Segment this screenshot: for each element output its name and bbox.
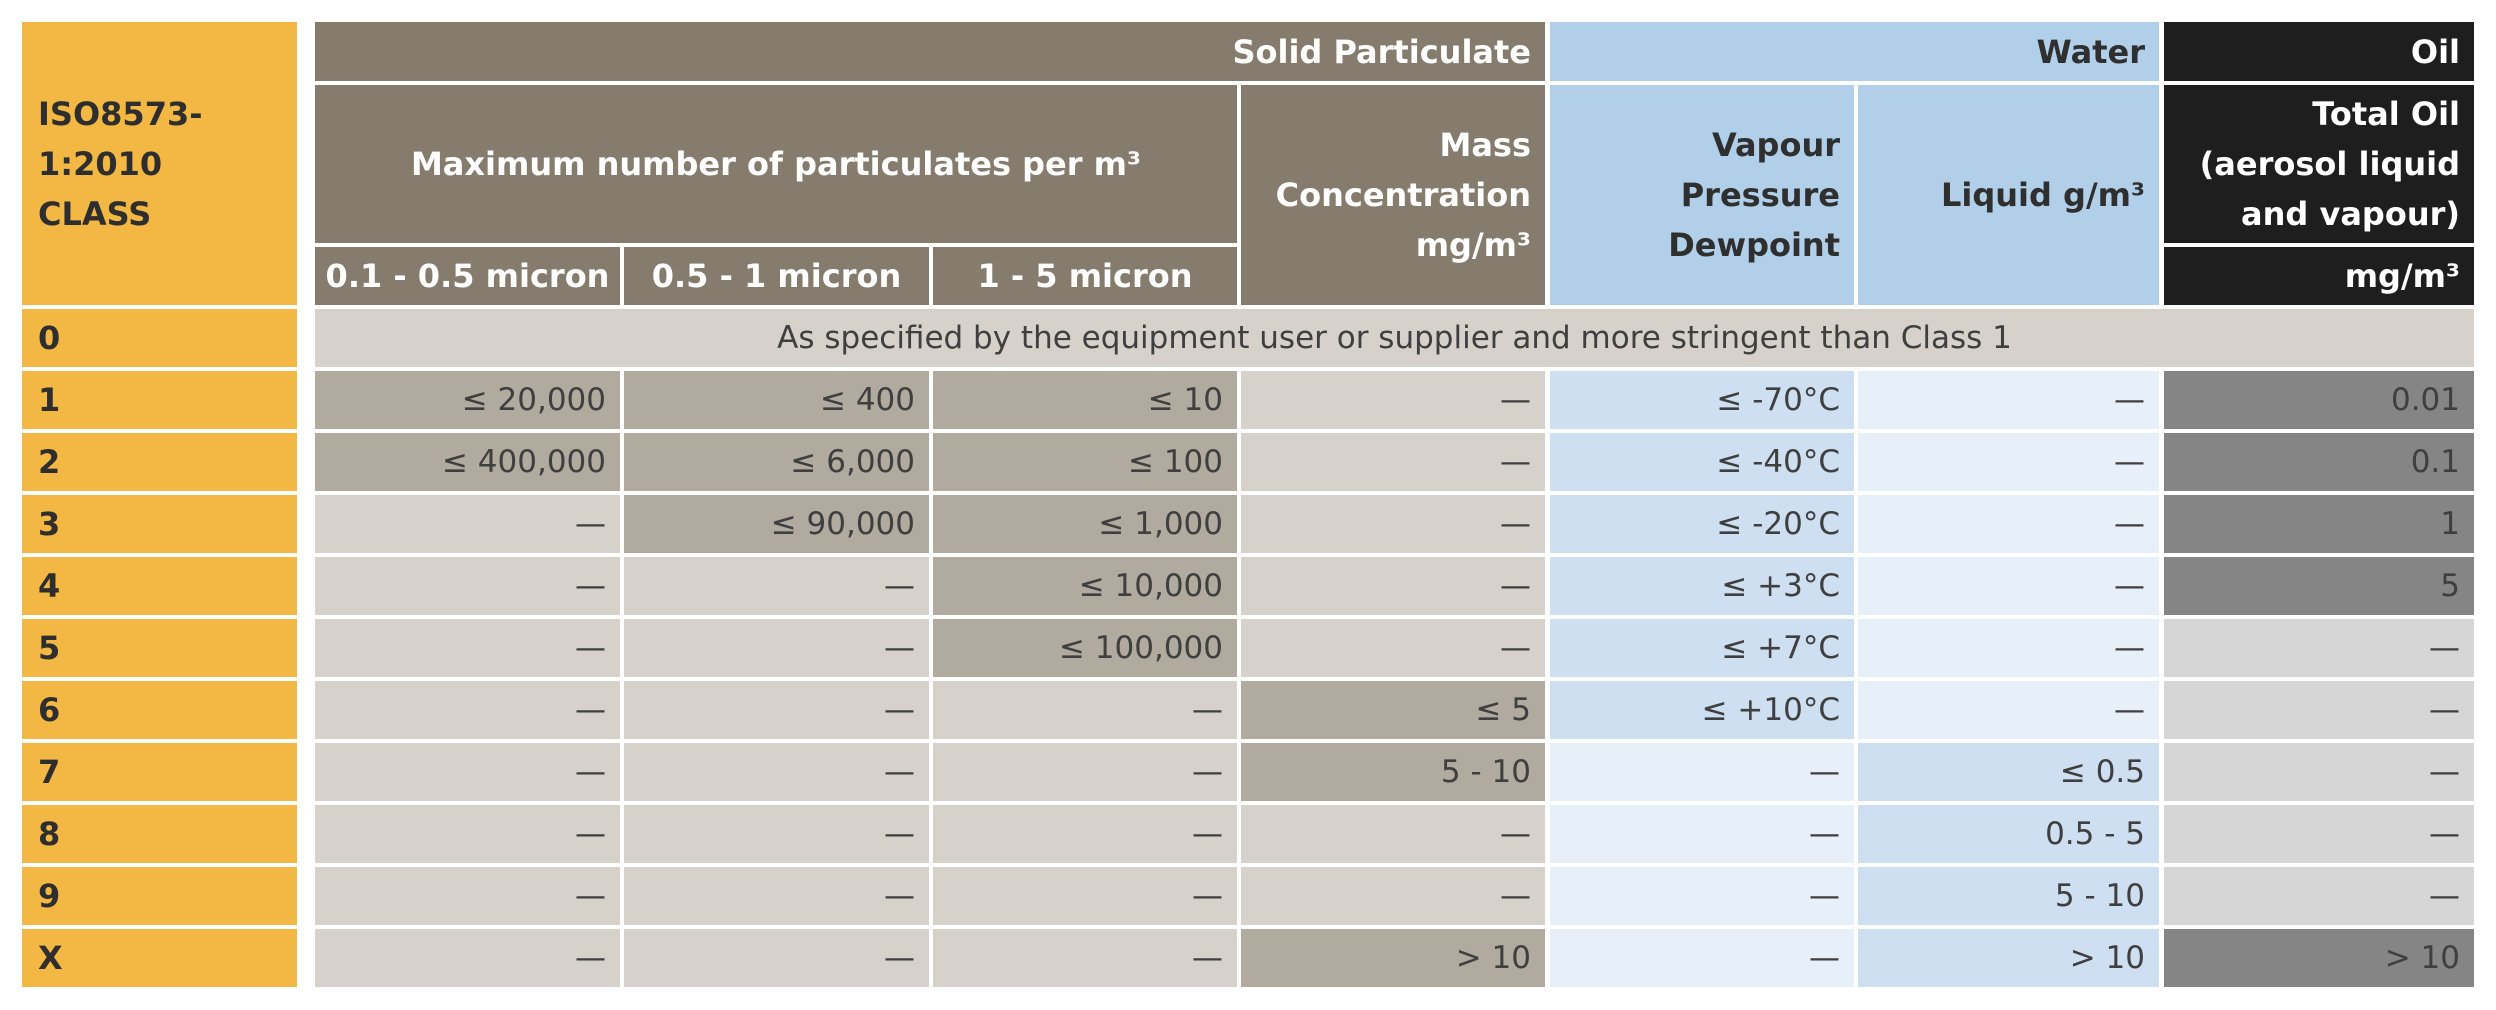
total-oil-cell: 5 [2164, 557, 2474, 615]
particulates-1-5-cell: ≤ 10,000 [933, 557, 1237, 615]
total-oil-cell: — [2164, 619, 2474, 677]
liquid-cell: — [1858, 371, 2159, 429]
liquid-cell: — [1858, 495, 2159, 553]
liquid-cell: — [1858, 681, 2159, 739]
particulates-header: Maximum number of particulates per m³ [315, 85, 1237, 243]
particulates-0-5-1-cell: — [624, 867, 929, 925]
vapour-dewpoint-cell: — [1550, 867, 1854, 925]
particulates-0-5-1-cell: — [624, 681, 929, 739]
particulates-1-5-cell: ≤ 10 [933, 371, 1237, 429]
class-0-description: As specified by the equipment user or supplier and more stringent than Class 1 [315, 309, 2474, 367]
particulates-0-5-1-cell: — [624, 557, 929, 615]
total-oil-cell: 0.01 [2164, 371, 2474, 429]
vapour-dewpoint-cell: ≤ +7°C [1550, 619, 1854, 677]
particulates-1-5-cell: — [933, 743, 1237, 801]
mass-concentration-cell: — [1241, 371, 1545, 429]
particulates-0-1-0-5-cell: — [315, 495, 620, 553]
class-label: 1 [22, 371, 297, 429]
particulates-0-1-0-5-cell: ≤ 400,000 [315, 433, 620, 491]
particulates-0-1-0-5-cell: — [315, 743, 620, 801]
mass-concentration-cell: > 10 [1241, 929, 1545, 987]
total-oil-cell: 1 [2164, 495, 2474, 553]
class-label: 5 [22, 619, 297, 677]
vapour-dewpoint-cell: ≤ -40°C [1550, 433, 1854, 491]
class-label: 0 [22, 309, 297, 367]
mass-concentration-cell: — [1241, 805, 1545, 863]
total-oil-cell: — [2164, 867, 2474, 925]
mass-concentration-header: Mass Concentration mg/m³ [1241, 85, 1545, 305]
total-oil-cell: — [2164, 681, 2474, 739]
oil-header: Oil [2164, 22, 2474, 81]
vapour-dewpoint-cell: — [1550, 743, 1854, 801]
solid-particulate-header: Solid Particulate [315, 22, 1545, 81]
particulates-0-1-0-5-cell: — [315, 619, 620, 677]
micron-header-2: 0.5 - 1 micron [624, 247, 929, 305]
mass-concentration-cell: — [1241, 619, 1545, 677]
particulates-0-5-1-cell: — [624, 929, 929, 987]
particulates-1-5-cell: — [933, 805, 1237, 863]
class-label: X [22, 929, 297, 987]
liquid-cell: — [1858, 557, 2159, 615]
particulates-0-5-1-cell: — [624, 805, 929, 863]
particulates-1-5-cell: ≤ 100,000 [933, 619, 1237, 677]
liquid-cell: — [1858, 433, 2159, 491]
total-oil-header: Total Oil (aerosol liquid and vapour) [2164, 85, 2474, 243]
mass-concentration-cell: 5 - 10 [1241, 743, 1545, 801]
liquid-cell: — [1858, 619, 2159, 677]
vapour-dewpoint-cell: ≤ -70°C [1550, 371, 1854, 429]
class-label: 6 [22, 681, 297, 739]
class-label: 9 [22, 867, 297, 925]
particulates-0-1-0-5-cell: — [315, 557, 620, 615]
liquid-header: Liquid g/m³ [1858, 85, 2159, 305]
total-oil-cell: — [2164, 743, 2474, 801]
particulates-0-1-0-5-cell: — [315, 867, 620, 925]
class-label: 3 [22, 495, 297, 553]
vapour-dewpoint-cell: ≤ +3°C [1550, 557, 1854, 615]
vapour-dewpoint-header: Vapour Pressure Dewpoint [1550, 85, 1854, 305]
particulates-0-5-1-cell: — [624, 743, 929, 801]
vapour-dewpoint-cell: ≤ +10°C [1550, 681, 1854, 739]
particulates-0-1-0-5-cell: — [315, 805, 620, 863]
mass-concentration-cell: — [1241, 867, 1545, 925]
particulates-1-5-cell: — [933, 867, 1237, 925]
total-oil-cell: > 10 [2164, 929, 2474, 987]
particulates-1-5-cell: — [933, 929, 1237, 987]
particulates-0-1-0-5-cell: — [315, 929, 620, 987]
liquid-cell: 0.5 - 5 [1858, 805, 2159, 863]
particulates-0-5-1-cell: ≤ 90,000 [624, 495, 929, 553]
class-label: 8 [22, 805, 297, 863]
particulates-0-5-1-cell: ≤ 400 [624, 371, 929, 429]
liquid-cell: 5 - 10 [1858, 867, 2159, 925]
class-label: 2 [22, 433, 297, 491]
micron-header-1: 0.1 - 0.5 micron [315, 247, 620, 305]
particulates-0-1-0-5-cell: ≤ 20,000 [315, 371, 620, 429]
particulates-0-1-0-5-cell: — [315, 681, 620, 739]
vapour-dewpoint-cell: — [1550, 929, 1854, 987]
mass-concentration-cell: — [1241, 433, 1545, 491]
vapour-dewpoint-cell: ≤ -20°C [1550, 495, 1854, 553]
liquid-cell: ≤ 0.5 [1858, 743, 2159, 801]
class-label: 4 [22, 557, 297, 615]
particulates-1-5-cell: ≤ 100 [933, 433, 1237, 491]
particulates-0-5-1-cell: — [624, 619, 929, 677]
total-oil-cell: — [2164, 805, 2474, 863]
particulates-1-5-cell: — [933, 681, 1237, 739]
mass-concentration-cell: ≤ 5 [1241, 681, 1545, 739]
mass-concentration-cell: — [1241, 495, 1545, 553]
micron-header-3: 1 - 5 micron [933, 247, 1237, 305]
class-label: 7 [22, 743, 297, 801]
water-header: Water [1550, 22, 2159, 81]
class-column-header: ISO8573-1:2010 CLASS [22, 22, 297, 305]
liquid-cell: > 10 [1858, 929, 2159, 987]
oil-unit-header: mg/m³ [2164, 247, 2474, 305]
particulates-0-5-1-cell: ≤ 6,000 [624, 433, 929, 491]
vapour-dewpoint-cell: — [1550, 805, 1854, 863]
total-oil-cell: 0.1 [2164, 433, 2474, 491]
particulates-1-5-cell: ≤ 1,000 [933, 495, 1237, 553]
mass-concentration-cell: — [1241, 557, 1545, 615]
